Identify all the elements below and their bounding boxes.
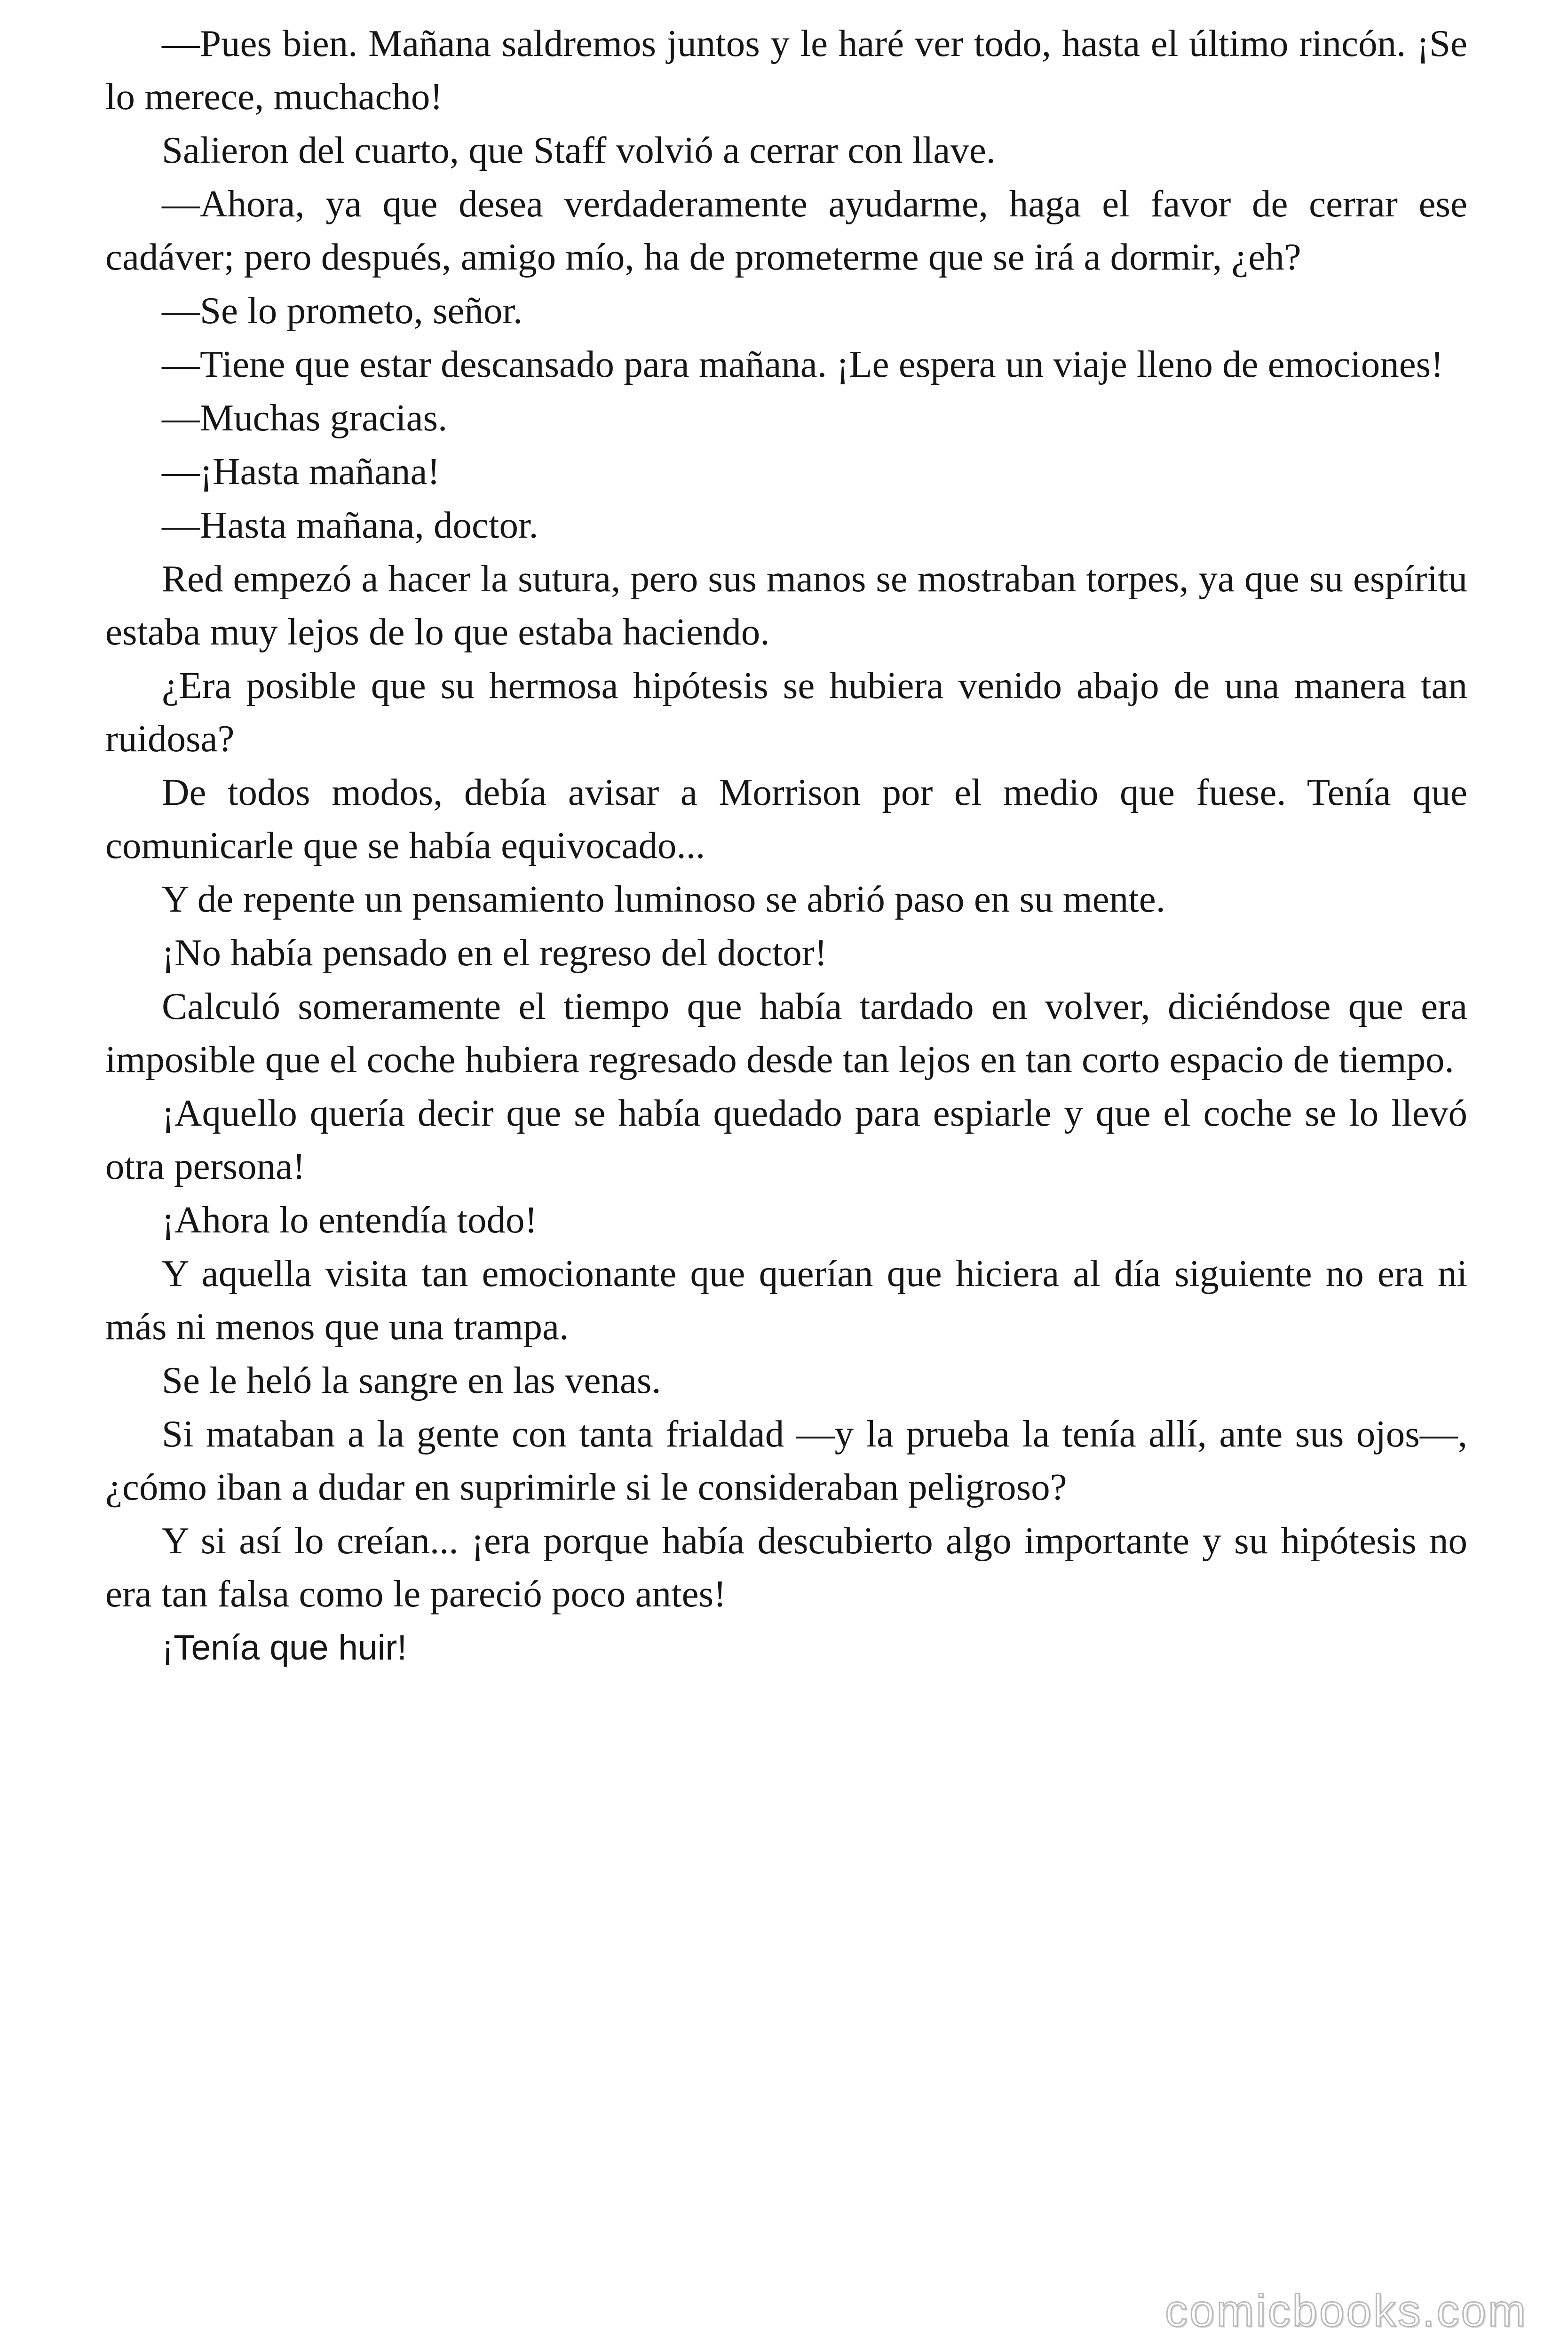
paragraph-13: ¡No había pensado en el regreso del doctor! [162, 931, 827, 974]
watermark: comicbooks.com [1165, 2286, 1528, 2336]
paragraph-11: De todos modos, debía avisar a Morrison por el medio que fuese. Tenía que comunicarle que se había equivocado... [105, 771, 1467, 866]
paragraph-20: Y si así lo creían... ¡era porque había descubierto algo importante y su hipótesis no era tan falsa como le pareció poco antes! [105, 1519, 1467, 1615]
paragraph-7: —¡Hasta mañana! [162, 450, 440, 493]
paragraph-18: Se le heló la sangre en las venas. [162, 1359, 661, 1401]
paragraph-5: —Tiene que estar descansado para mañana. ¡Le espera un viaje lleno de emociones! [162, 343, 1444, 385]
book-page-text [105, 17, 1467, 1675]
paragraph-6: —Muchas gracias. [162, 397, 448, 439]
paragraph-14: Calculó someramente el tiempo que había tardado en volver, diciéndose que era imposible que el coche hubiera regresado desde tan lejos en tan corto espacio de tiempo. [105, 985, 1467, 1081]
paragraph-17: Y aquella visita tan emocionante que querían que hiciera al día siguiente no era ni más ni menos que una trampa. [105, 1252, 1467, 1348]
paragraph-12: Y de repente un pensamiento luminoso se abrió paso en su mente. [162, 878, 1165, 920]
paragraph-15: ¡Aquello quería decir que se había quedado para espiarle y que el coche se lo llevó otra persona! [105, 1092, 1467, 1187]
paragraph-3: —Ahora, ya que desea verdaderamente ayudarme, haga el favor de cerrar ese cadáver; pero después, amigo mío, ha de prometerme que se irá a dormir, ¿eh? [105, 183, 1467, 278]
paragraph-1: —Pues bien. Mañana saldremos juntos y le haré ver todo, hasta el último rincón. ¡Se lo merece, muchacho! [105, 22, 1467, 118]
paragraph-21: ¡Tenía que huir! [162, 1628, 407, 1667]
paragraph-10: ¿Era posible que su hermosa hipótesis se hubiera venido abajo de una manera tan ruidosa? [105, 664, 1467, 760]
paragraph-8: —Hasta mañana, doctor. [162, 504, 539, 546]
paragraph-19: Si mataban a la gente con tanta frialdad —y la prueba la tenía allí, ante sus ojos—, ¿cómo iban a dudar en suprimirle si le consideraban peligroso? [105, 1413, 1467, 1508]
paragraph-16: ¡Ahora lo entendía todo! [162, 1199, 538, 1241]
paragraph-2: Salieron del cuarto, que Staff volvió a cerrar con llave. [162, 129, 996, 171]
paragraph-9: Red empezó a hacer la sutura, pero sus manos se mostraban torpes, ya que su espíritu estaba muy lejos de lo que estaba haciendo. [105, 557, 1467, 653]
paragraph-4: —Se lo prometo, señor. [162, 289, 523, 332]
